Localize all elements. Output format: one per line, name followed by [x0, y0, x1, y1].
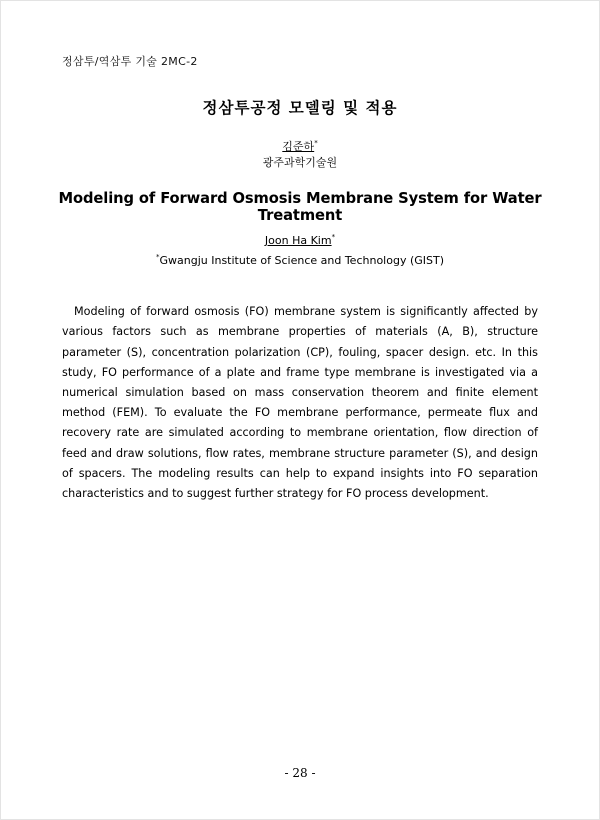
abstract-paragraph: Modeling of forward osmosis (FO) membrane system is significantly affected by various factors such as membrane properties of materials (A, B), structure parameter (S), concentration polarization (CP), fouling, spacer design. etc. In this study, FO performance of a plate and frame type membrane is investigated via a numerical simulation based on mass conservation theorem and finite element method (FEM). To evaluate the FO membrane performance, permeate flux and recovery rate are simulated according to membrane orientation, flow direction of feed and draw solutions, flow rates, membrane structure parameter (S), and design of spacers. The modeling results can help to expand insights into FO separation characteristics and to suggest further strategy for FO process development. — [62, 305, 538, 501]
korean-affiliation: 광주과학기술원 — [262, 156, 338, 169]
english-author-line — [0, 234, 600, 247]
english-affiliation-line — [0, 254, 600, 267]
korean-author-mark: * — [314, 139, 318, 147]
english-title: Modeling of Forward Osmosis Membrane System for Water Treatment — [58, 190, 542, 224]
english-author-mark: * — [331, 233, 336, 241]
korean-author-line — [0, 138, 600, 154]
korean-title: 정삼투공정 모델링 및 적용 — [202, 99, 398, 117]
session-tag: 정삼투/역삼투 기술 2MC-2 — [62, 55, 198, 68]
page-number: - 28 - — [284, 766, 316, 780]
korean-author-name: 김준하 — [282, 140, 315, 153]
english-affiliation: Gwangju Institute of Science and Technology (GIST) — [159, 254, 444, 267]
english-affiliation-mark: * — [155, 253, 160, 261]
english-author-name: Joon Ha Kim — [264, 234, 332, 247]
